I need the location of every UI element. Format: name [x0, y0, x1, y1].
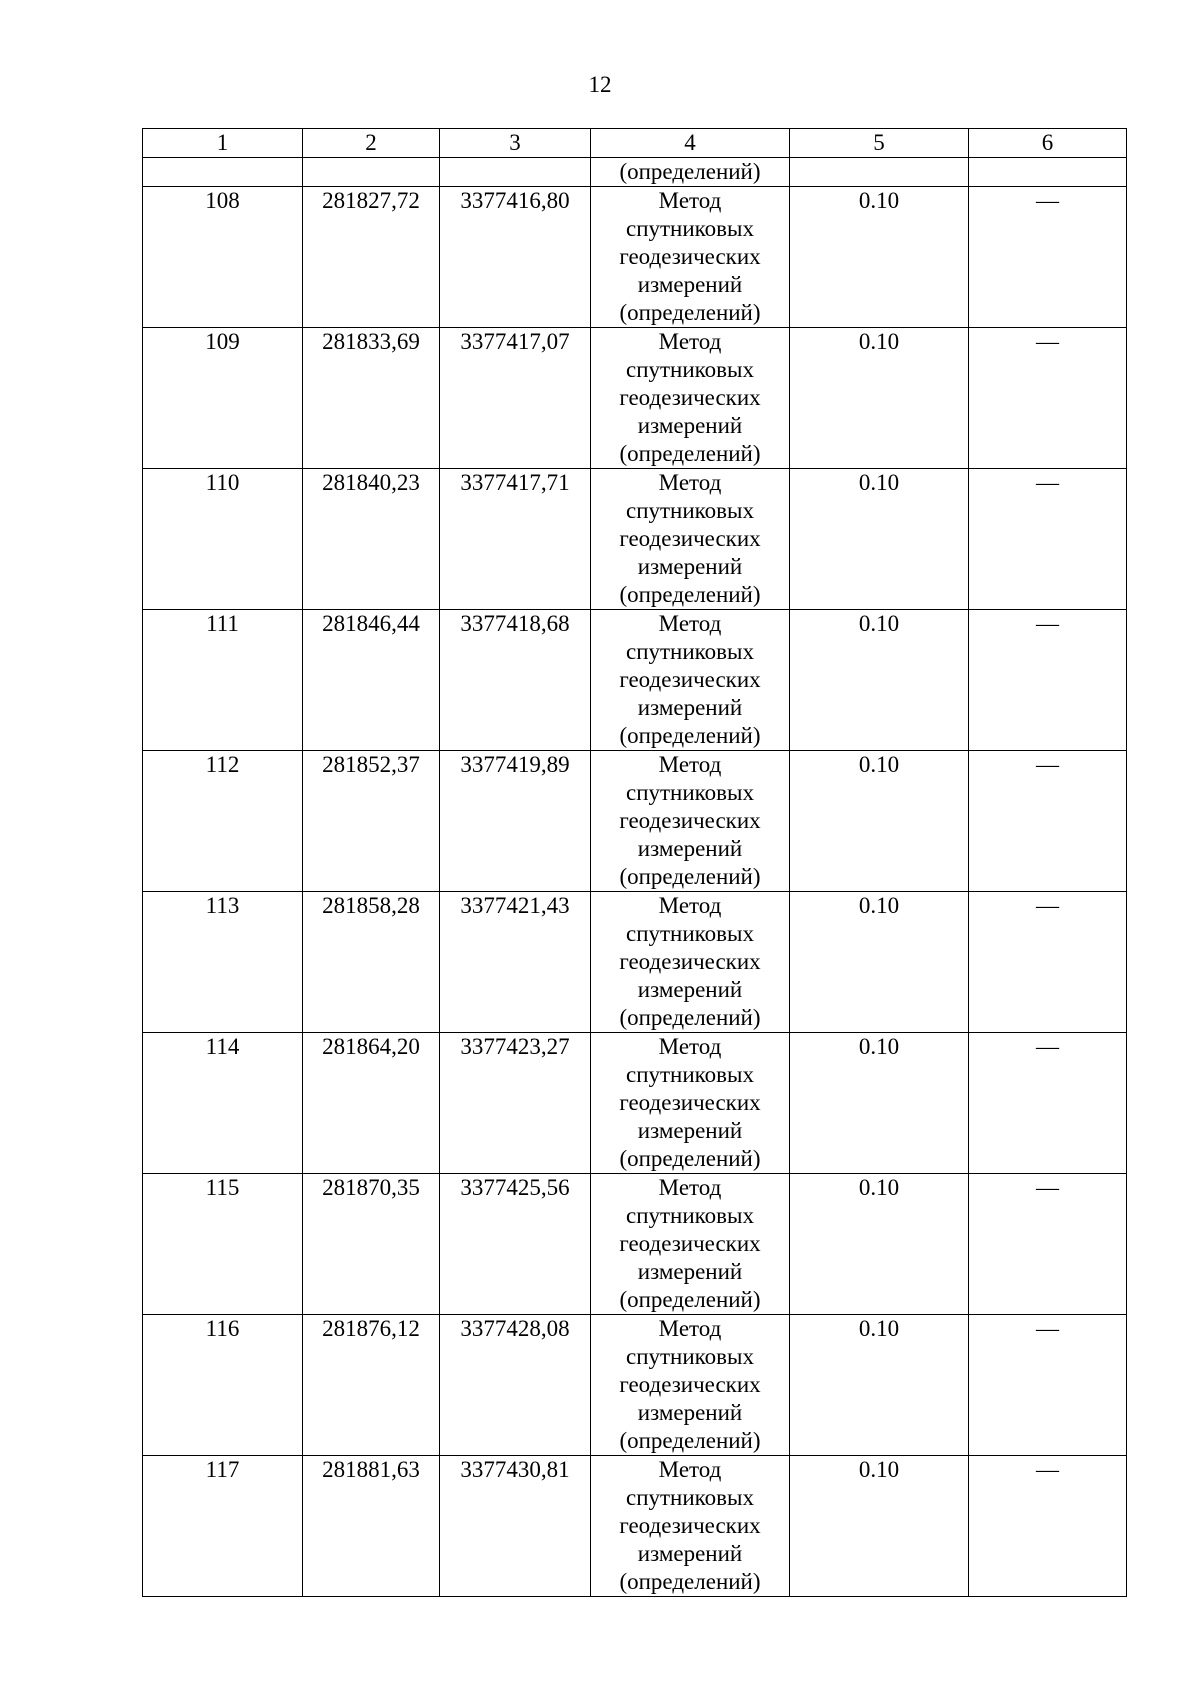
method-line: геодезических [619, 1231, 761, 1256]
point-number-cell: 117 [143, 1456, 303, 1597]
x-coordinate-cell: 281881,63 [303, 1456, 440, 1597]
method-line: измерений [637, 272, 743, 297]
table-row [143, 328, 1127, 469]
accuracy-cell: 0.10 [790, 1315, 969, 1456]
x-coordinate-cell: 281827,72 [303, 187, 440, 328]
method-line: Метод [658, 1034, 722, 1059]
continuation-cell [303, 158, 440, 187]
table-row [143, 1315, 1127, 1456]
method-line: геодезических [619, 385, 761, 410]
method-line: геодезических [619, 1372, 761, 1397]
column-6-cell: — [969, 892, 1127, 1033]
accuracy-cell: 0.10 [790, 1174, 969, 1315]
accuracy-cell: 0.10 [790, 469, 969, 610]
method-line: спутниковых [625, 1203, 754, 1228]
table-row [143, 187, 1127, 328]
accuracy-cell: 0.10 [790, 751, 969, 892]
continuation-cell [790, 158, 969, 187]
x-coordinate-cell: 281858,28 [303, 892, 440, 1033]
method-line: (определений) [619, 1428, 761, 1453]
method-cell [591, 1033, 790, 1174]
method-line: (определений) [619, 1146, 761, 1171]
method-line: спутниковых [625, 921, 754, 946]
method-cell [591, 751, 790, 892]
table-row [143, 610, 1127, 751]
method-line: (определений) [619, 1005, 761, 1030]
point-number-cell: 112 [143, 751, 303, 892]
x-coordinate-cell: 281840,23 [303, 469, 440, 610]
method-line: измерений [637, 1118, 743, 1143]
column-6-cell: — [969, 469, 1127, 610]
point-number-cell: 110 [143, 469, 303, 610]
method-line: спутниковых [625, 357, 754, 382]
method-cell [591, 187, 790, 328]
method-line: измерений [637, 836, 743, 861]
continuation-cell [143, 158, 303, 187]
table-row [143, 1456, 1127, 1597]
column-6-cell: — [969, 187, 1127, 328]
method-line: Метод [658, 1175, 722, 1200]
continuation-row [143, 158, 1127, 187]
accuracy-cell: 0.10 [790, 1033, 969, 1174]
continuation-cell [440, 158, 591, 187]
method-line: измерений [637, 554, 743, 579]
x-coordinate-cell: 281870,35 [303, 1174, 440, 1315]
y-coordinate-cell: 3377430,81 [440, 1456, 591, 1597]
method-line: Метод [658, 611, 722, 636]
coordinates-table [142, 128, 1127, 1597]
method-line: измерений [637, 1259, 743, 1284]
method-line: Метод [658, 188, 722, 213]
method-line: измерений [637, 413, 743, 438]
method-line: Метод [658, 893, 722, 918]
method-line: измерений [637, 1400, 743, 1425]
column-6-cell: — [969, 1174, 1127, 1315]
accuracy-cell: 0.10 [790, 610, 969, 751]
header-row [143, 129, 1127, 158]
y-coordinate-cell: 3377417,71 [440, 469, 591, 610]
y-coordinate-cell: 3377425,56 [440, 1174, 591, 1315]
header-cell-6: 6 [969, 129, 1127, 158]
method-line: (определений) [619, 582, 761, 607]
x-coordinate-cell: 281876,12 [303, 1315, 440, 1456]
method-cell [591, 328, 790, 469]
column-6-cell: — [969, 328, 1127, 469]
y-coordinate-cell: 3377418,68 [440, 610, 591, 751]
continuation-cell [969, 158, 1127, 187]
y-coordinate-cell: 3377421,43 [440, 892, 591, 1033]
header-cell-3: 3 [440, 129, 591, 158]
table-body [143, 129, 1127, 1597]
column-6-cell: — [969, 751, 1127, 892]
method-cell [591, 1456, 790, 1597]
y-coordinate-cell: 3377428,08 [440, 1315, 591, 1456]
method-line: (определений) [619, 1569, 761, 1594]
y-coordinate-cell: 3377423,27 [440, 1033, 591, 1174]
method-cell [591, 892, 790, 1033]
method-line: спутниковых [625, 1485, 754, 1510]
point-number-cell: 114 [143, 1033, 303, 1174]
header-cell-1: 1 [143, 129, 303, 158]
method-line: геодезических [619, 526, 761, 551]
method-line: спутниковых [625, 1344, 754, 1369]
method-line: спутниковых [625, 1062, 754, 1087]
column-6-cell: — [969, 610, 1127, 751]
accuracy-cell: 0.10 [790, 892, 969, 1033]
method-line: (определений) [619, 1287, 761, 1312]
method-line: спутниковых [625, 780, 754, 805]
method-line: измерений [637, 977, 743, 1002]
header-cell-2: 2 [303, 129, 440, 158]
column-6-cell: — [969, 1033, 1127, 1174]
table-row [143, 1033, 1127, 1174]
header-cell-5: 5 [790, 129, 969, 158]
method-line: спутниковых [625, 216, 754, 241]
table-row [143, 751, 1127, 892]
page-number: 12 [588, 72, 612, 97]
table-row [143, 892, 1127, 1033]
point-number-cell: 111 [143, 610, 303, 751]
method-line: спутниковых [625, 639, 754, 664]
method-line: (определений) [619, 441, 761, 466]
point-number-cell: 109 [143, 328, 303, 469]
accuracy-cell: 0.10 [790, 187, 969, 328]
table-row [143, 1174, 1127, 1315]
method-line: геодезических [619, 1090, 761, 1115]
accuracy-cell: 0.10 [790, 328, 969, 469]
method-cell [591, 469, 790, 610]
method-line: спутниковых [625, 498, 754, 523]
y-coordinate-cell: 3377416,80 [440, 187, 591, 328]
point-number-cell: 115 [143, 1174, 303, 1315]
method-line: геодезических [619, 949, 761, 974]
point-number-cell: 113 [143, 892, 303, 1033]
y-coordinate-cell: 3377417,07 [440, 328, 591, 469]
x-coordinate-cell: 281864,20 [303, 1033, 440, 1174]
method-line: Метод [658, 329, 722, 354]
method-line: Метод [658, 1457, 722, 1482]
method-line: (определений) [619, 864, 761, 889]
method-line: геодезических [619, 1513, 761, 1538]
method-cell [591, 610, 790, 751]
point-number-cell: 108 [143, 187, 303, 328]
method-line: измерений [637, 695, 743, 720]
method-line: геодезических [619, 667, 761, 692]
method-line: Метод [658, 752, 722, 777]
x-coordinate-cell: 281846,44 [303, 610, 440, 751]
column-6-cell: — [969, 1456, 1127, 1597]
continuation-cell: (определений) [591, 158, 790, 187]
x-coordinate-cell: 281852,37 [303, 751, 440, 892]
x-coordinate-cell: 281833,69 [303, 328, 440, 469]
point-number-cell: 116 [143, 1315, 303, 1456]
y-coordinate-cell: 3377419,89 [440, 751, 591, 892]
method-cell [591, 1315, 790, 1456]
method-line: геодезических [619, 244, 761, 269]
method-line: (определений) [619, 300, 761, 325]
table-row [143, 469, 1127, 610]
header-cell-4: 4 [591, 129, 790, 158]
method-line: (определений) [619, 723, 761, 748]
column-6-cell: — [969, 1315, 1127, 1456]
method-line: Метод [658, 470, 722, 495]
method-line: геодезических [619, 808, 761, 833]
accuracy-cell: 0.10 [790, 1456, 969, 1597]
method-cell [591, 1174, 790, 1315]
method-line: измерений [637, 1541, 743, 1566]
method-line: Метод [658, 1316, 722, 1341]
